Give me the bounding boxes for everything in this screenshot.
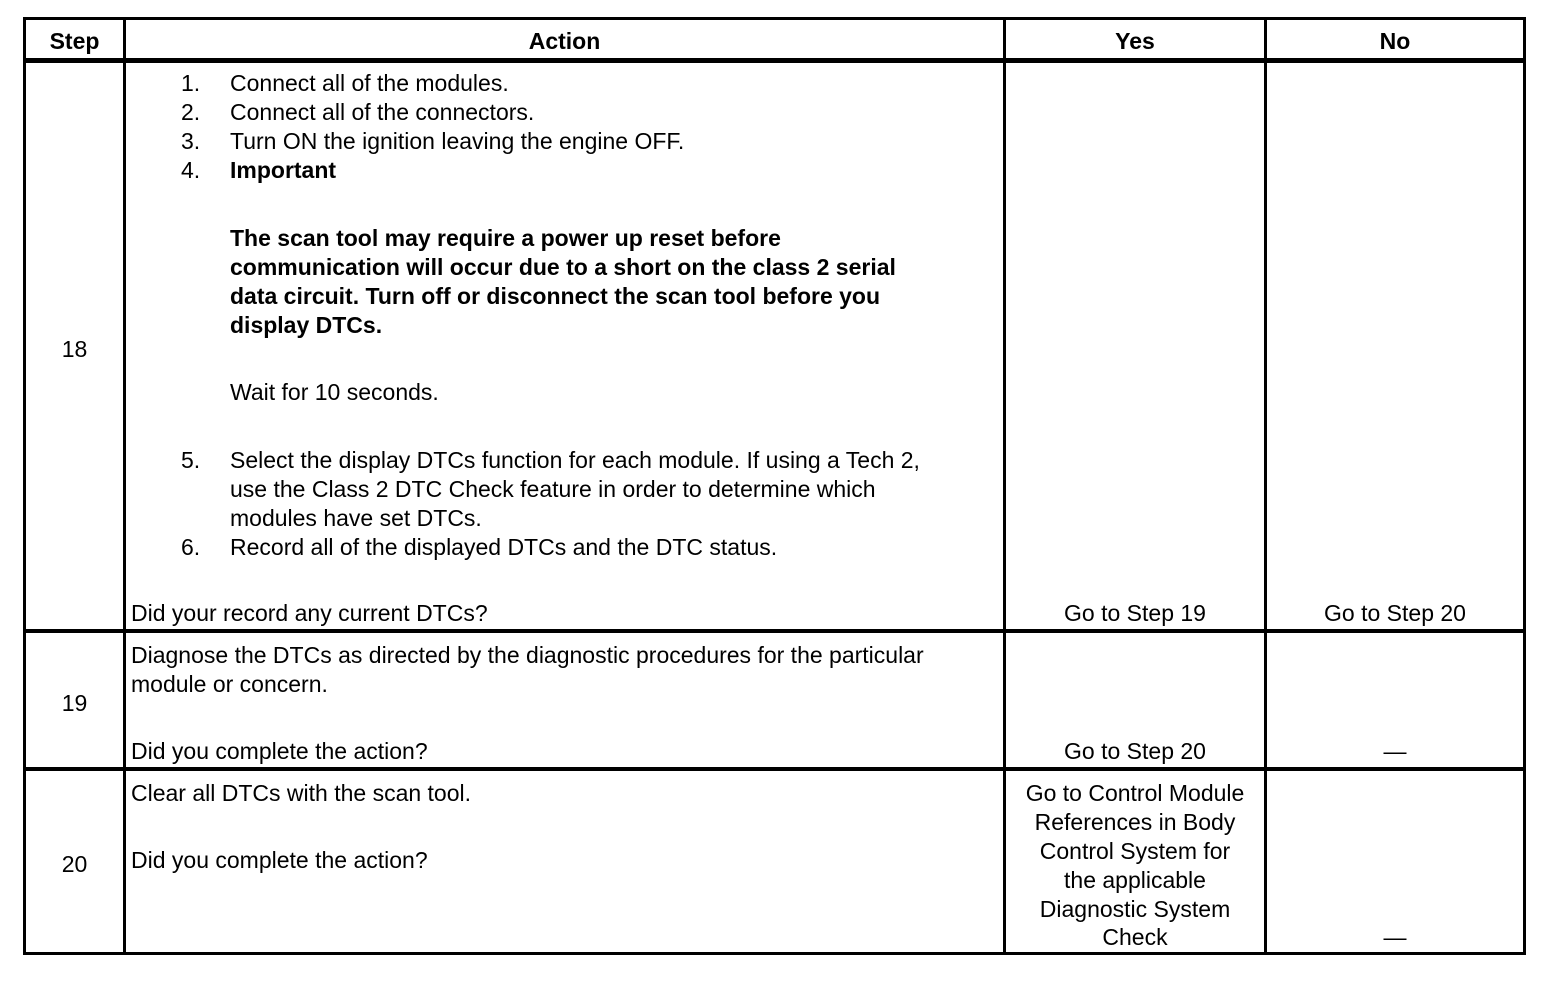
yes-result: Go to Step 20	[1064, 738, 1206, 764]
question: Did you complete the action?	[131, 738, 428, 764]
step-number: 19	[61, 690, 88, 716]
list-number: 5.	[181, 447, 201, 473]
wait-note: Wait for 10 seconds.	[230, 379, 439, 405]
column-divider	[123, 20, 126, 952]
list-item: Connect all of the connectors.	[230, 99, 535, 125]
step-number: 20	[61, 851, 88, 877]
row-divider	[26, 767, 1523, 771]
yes-result-line: Diagnostic System	[1039, 896, 1231, 922]
header-action: Action	[528, 28, 601, 54]
important-line: display DTCs.	[230, 312, 383, 338]
no-result: Go to Step 20	[1324, 600, 1466, 626]
no-result: —	[1383, 924, 1407, 950]
action-text: Clear all DTCs with the scan tool.	[131, 780, 472, 806]
header-divider	[26, 58, 1523, 63]
list-number: 2.	[181, 99, 201, 125]
list-item-line: modules have set DTCs.	[230, 505, 482, 531]
row-divider	[26, 629, 1523, 633]
column-divider	[1264, 20, 1267, 952]
question: Did you complete the action?	[131, 847, 428, 873]
list-number: 4.	[181, 157, 201, 183]
no-result: —	[1383, 738, 1407, 764]
list-item-line: use the Class 2 DTC Check feature in order to determine which	[230, 476, 876, 502]
important-heading: Important	[230, 157, 337, 183]
yes-result: Go to Step 19	[1064, 600, 1206, 626]
list-item-line: Select the display DTCs function for each module. If using a Tech 2,	[230, 447, 920, 473]
yes-result-line: References in Body	[1034, 809, 1236, 835]
header-yes: Yes	[1115, 28, 1155, 54]
action-line: Diagnose the DTCs as directed by the diagnostic procedures for the particular	[131, 642, 924, 668]
header-step: Step	[49, 28, 100, 54]
list-item: Record all of the displayed DTCs and the DTC status.	[230, 534, 778, 560]
important-line: communication will occur due to a short on the class 2 serial	[230, 254, 896, 280]
yes-result-line: Go to Control Module	[1025, 780, 1245, 806]
important-line: The scan tool may require a power up reset before	[230, 225, 781, 251]
question: Did your record any current DTCs?	[131, 600, 488, 626]
list-number: 6.	[181, 534, 201, 560]
diagnostic-table	[23, 17, 1526, 955]
list-number: 3.	[181, 128, 201, 154]
step-number: 18	[61, 336, 88, 362]
header-no: No	[1379, 28, 1411, 54]
list-item: Turn ON the ignition leaving the engine OFF.	[230, 128, 685, 154]
yes-result-line: the applicable	[1064, 867, 1206, 893]
important-line: data circuit. Turn off or disconnect the scan tool before you	[230, 283, 881, 309]
yes-result-line: Control System for	[1039, 838, 1231, 864]
action-line: module or concern.	[131, 671, 328, 697]
list-item: Connect all of the modules.	[230, 70, 509, 96]
yes-result-line: Check	[1102, 924, 1168, 950]
list-number: 1.	[181, 70, 201, 96]
